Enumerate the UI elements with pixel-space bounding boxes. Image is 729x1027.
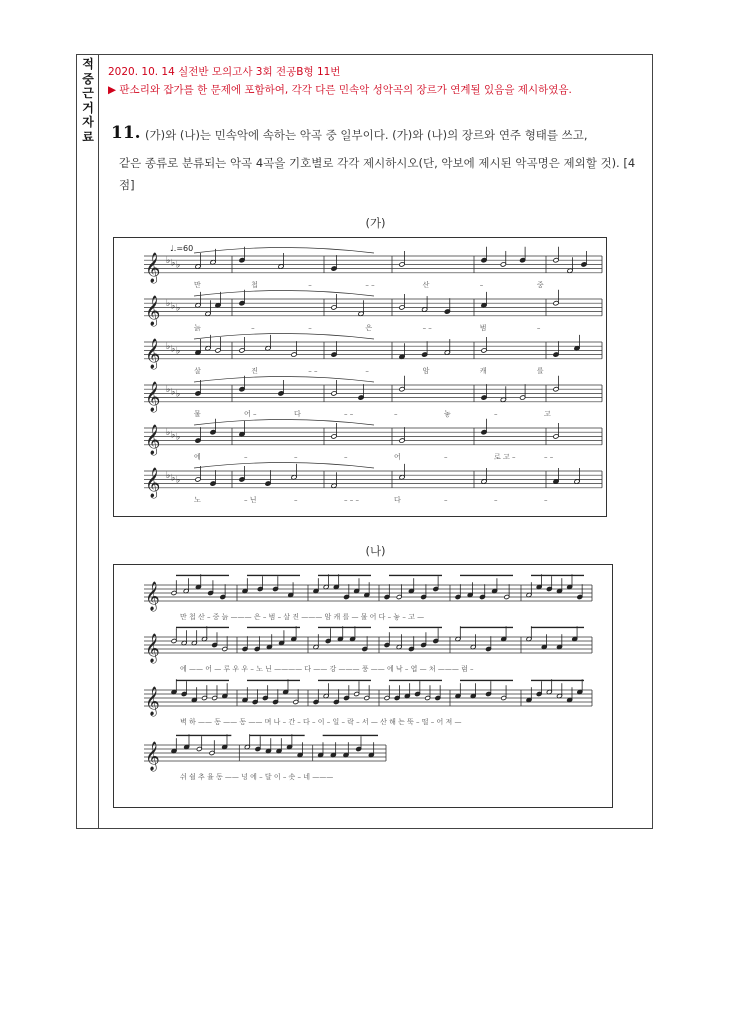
b-staff-0 <box>144 574 592 611</box>
treble-clef-icon: 𝄞 <box>145 633 160 662</box>
lyric-syllable: – <box>444 452 448 461</box>
score-b-caption: (나) <box>365 544 386 558</box>
lyric-syllable: – <box>544 495 548 504</box>
b-staff-1 <box>144 626 592 663</box>
lyric-syllable: – <box>479 280 484 289</box>
a-staff-3 <box>144 376 602 413</box>
document-frame <box>76 54 653 829</box>
lyric-syllable: – – <box>308 366 318 375</box>
flat-icon: ♭ <box>171 301 176 312</box>
slur <box>194 291 374 297</box>
treble-clef-icon: 𝄞 <box>145 424 161 455</box>
lyric-syllable: – <box>308 323 312 332</box>
treble-clef-icon: 𝄞 <box>145 252 161 283</box>
flat-icon: ♭ <box>171 473 176 484</box>
a-staff-2 <box>144 334 602 370</box>
flat-icon: ♭ <box>176 260 181 271</box>
lyric-syllable: – <box>494 409 498 418</box>
b-staff-2 <box>144 679 592 716</box>
slur <box>194 377 374 383</box>
treble-clef-icon: 𝄞 <box>145 741 160 770</box>
side-column <box>77 55 99 828</box>
score-b-notation <box>114 565 612 807</box>
slur <box>194 420 374 426</box>
question-text-line1: (가)와 (나)는 민속악에 속하는 악곡 중 일부이다. (가)와 (나)의 장르와 연주 형태를 쓰고, <box>145 128 588 142</box>
lyric-syllable: 다 <box>294 409 301 418</box>
lyric-syllable: – – – <box>344 495 359 504</box>
lyric-syllable: – <box>251 323 255 332</box>
lyric-syllable: 은 <box>365 323 373 332</box>
lyric-syllable: 첩 <box>251 280 258 289</box>
content-area <box>99 55 652 828</box>
lyric-syllable: – 닌 <box>244 495 257 504</box>
slur <box>194 248 374 254</box>
lyric-syllable: – <box>294 452 298 461</box>
a-staff-1 <box>144 290 602 327</box>
lyric-syllable: 만 <box>194 280 201 289</box>
lyric-syllable: 노 <box>194 495 201 504</box>
flat-icon: ♭ <box>176 475 181 486</box>
a-staff-4 <box>144 419 602 456</box>
side-label: 적 중 근 거 자 료 <box>82 57 94 144</box>
lyric-syllable: – <box>294 495 298 504</box>
lyric-syllable: 다 <box>394 495 401 504</box>
flat-icon: ♭ <box>171 344 176 355</box>
lyric-syllable: – <box>244 452 248 461</box>
treble-clef-icon: 𝄞 <box>145 467 161 498</box>
lyric-syllable: 에 <box>194 452 201 461</box>
lyric-syllable: 물 <box>194 409 201 418</box>
lyric-line: 벽 하 —— 동 —— 동 —— 며 나 – 간 – 다 – 이 – 일 – 락 – 서 — 산 해 는 뚝 – 떨 – 어 져 — <box>180 718 462 726</box>
lyric-syllable: – <box>536 323 541 332</box>
lyric-line: 만 첩 산 – 중 늙 ——— 은 – 범 – 살 진 ——— 암 캐 를 — 물 어 다 – 놓 – 고 — <box>180 613 425 621</box>
lyric-syllable: 중 <box>536 280 544 289</box>
flat-icon: ♭ <box>166 471 171 482</box>
tempo-marking: ♩.=60 <box>170 244 194 253</box>
flat-icon: ♭ <box>176 432 181 443</box>
question-number: 11. <box>111 123 141 143</box>
flat-icon: ♭ <box>171 258 176 269</box>
lyric-line: 쉬 쉴 추 율 동 —— 넝 에 – 달 이 – 솟 – 네 ——— <box>180 773 334 781</box>
lyric-syllable: – <box>394 409 398 418</box>
flat-icon: ♭ <box>166 299 171 310</box>
score-a-caption: (가) <box>365 216 386 230</box>
lyric-line: 에 —— 어 — 루 우 우 – 노 닌 ———— 다 —— 강 ——— 풍 —— 에 낙 – 엽 — 처 ——— 럼 – <box>180 665 474 673</box>
treble-clef-icon: 𝄞 <box>145 338 161 369</box>
treble-clef-icon: 𝄞 <box>145 295 161 326</box>
treble-clef-icon: 𝄞 <box>145 581 160 610</box>
lyric-syllable: 늙 <box>194 323 201 332</box>
slur <box>194 334 374 340</box>
lyric-syllable: – <box>365 366 369 375</box>
a-staff-0 <box>144 247 602 284</box>
flat-icon: ♭ <box>166 342 171 353</box>
lyric-syllable: 살 <box>194 366 201 375</box>
flat-icon: ♭ <box>166 385 171 396</box>
slur <box>194 463 374 469</box>
source-line-1: 2020. 10. 14 실전반 모의고사 3회 전공B형 11번 <box>108 66 341 78</box>
lyric-syllable: – <box>344 452 348 461</box>
flat-icon: ♭ <box>176 346 181 357</box>
lyric-syllable: 를 <box>536 366 544 375</box>
lyric-syllable: – <box>444 495 448 504</box>
question-text-rest: 같은 종류로 분류되는 악곡 4곡을 기호별로 각각 제시하시오(단, 악보에 제시된 악곡명은 제외할 것). [4점] <box>119 156 636 192</box>
lyric-syllable: – <box>308 280 312 289</box>
treble-clef-icon: 𝄞 <box>145 381 161 412</box>
flat-icon: ♭ <box>166 428 171 439</box>
lyric-syllable: 캐 <box>479 366 487 375</box>
score-b <box>113 564 613 808</box>
flat-icon: ♭ <box>171 430 176 441</box>
lyric-syllable: – – <box>344 409 354 418</box>
flat-icon: ♭ <box>176 389 181 400</box>
treble-clef-icon: 𝄞 <box>145 686 160 715</box>
lyric-syllable: 놓 <box>444 409 451 418</box>
lyric-syllable: – – <box>544 452 554 461</box>
lyric-syllable: – – <box>365 280 375 289</box>
source-line-2: ▶ 판소리와 잡가를 한 문제에 포함하여, 각각 다른 민속악 성악곡의 장르가 연계될 있음을 제시하였음. <box>108 84 572 96</box>
lyric-syllable: – <box>494 495 498 504</box>
a-staff-5 <box>144 463 602 499</box>
lyric-syllable: 로 고 – <box>494 452 516 461</box>
lyric-syllable: 암 <box>422 366 430 375</box>
score-a <box>113 237 607 517</box>
flat-icon: ♭ <box>171 387 176 398</box>
lyric-syllable: 어 – <box>244 409 257 418</box>
lyric-syllable: 진 <box>251 366 258 375</box>
lyric-syllable: – – <box>422 323 432 332</box>
lyric-syllable: 어 <box>394 452 401 461</box>
flat-icon: ♭ <box>166 256 171 267</box>
score-a-notation <box>114 238 606 516</box>
lyric-syllable: 고 <box>544 409 551 418</box>
flat-icon: ♭ <box>176 303 181 314</box>
lyric-syllable: 범 <box>479 323 487 332</box>
lyric-syllable: 산 <box>422 280 430 289</box>
b-staff-3 <box>144 734 386 771</box>
